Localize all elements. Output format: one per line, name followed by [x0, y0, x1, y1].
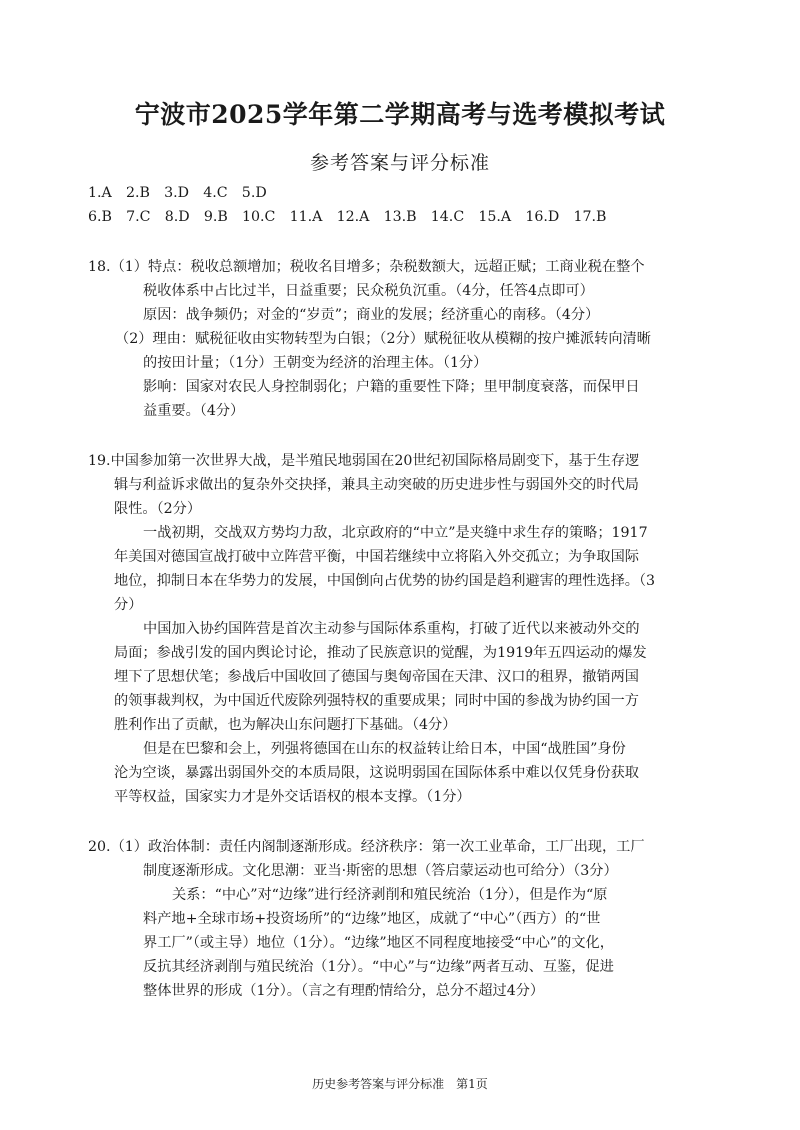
q19-line: 平等权益，国家实力才是外交话语权的根本支撑。（1分）	[114, 789, 471, 805]
q19-line: 中国加入协约国阵营是首次主动参与国际体系重构，打破了近代以来被动外交的	[143, 621, 640, 637]
q20-line: 制度逐渐形成。文化思潮：亚当·斯密的思想（答启蒙运动也可给分）（3分）	[143, 863, 618, 879]
q19-line: 埋下了思想伏笔；参战后中国收回了德国与奥匈帝国在天津、汉口的租界，撤销两国	[114, 669, 639, 685]
q20-line: 关系：“中心”对“边缘”进行经济剥削和殖民统治（1分），但是作为“原	[172, 887, 608, 903]
q18-line: 原因：战争频仍；对金的“岁贡”；商业的发展；经济重心的南移。（4分）	[143, 307, 600, 323]
q19-line: 局面；参战引发的国内舆论讨论，推动了民族意识的觉醒，为1919年五四运动的爆发	[114, 645, 647, 661]
q18-line: （2）理由：赋税征收由实物转型为白银；（2分）赋税征收从模糊的按户摊派转向清晰	[115, 331, 651, 347]
q19-line: 年美国对德国宣战打破中立阵营平衡，中国若继续中立将陷入外交孤立；为争取国际	[114, 549, 639, 565]
q19-line: 地位，抑制日本在华势力的发展，中国倒向占优势的协约国是趋利避害的理性选择。（3	[114, 573, 656, 589]
q19-line: 胜利作出了贡献，也为解决山东问题打下基础。（4分）	[114, 717, 457, 733]
q19-line: 19.中国参加第一次世界大战，是半殖民地弱国在20世纪初国际格局剧变下，基于生存逻	[88, 453, 640, 469]
q19-line: 的领事裁判权，为中国近代废除列强特权的重要成果；同时中国的参战为协约国一方	[114, 693, 639, 709]
q19-line: 分）	[114, 597, 143, 613]
q18-line: 益重要。（4分）	[143, 403, 245, 419]
q18-line: 的按田计量；（1分）王朝变为经济的治理主体。（1分）	[143, 355, 488, 371]
q18-line: 影响：国家对农民人身控制弱化；户籍的重要性下降；里甲制度衰落，而保甲日	[143, 379, 640, 395]
choice-answers-line-2: 6.B 7.C 8.D 9.B 10.C 11.A 12.A 13.B 14.C 15.A 16.D 17.B	[88, 209, 607, 225]
q20-line: 整体世界的形成（1分）。（言之有理酌情给分，总分不超过4分）	[143, 983, 545, 999]
q19-line: 辑与利益诉求做出的复杂外交抉择，兼具主动突破的历史进步性与弱国外交的时代局	[114, 477, 639, 493]
q19-line: 沦为空谈，暴露出弱国外交的本质局限，这说明弱国在国际体系中难以仅凭身份获取	[114, 765, 639, 781]
page-subtitle: 参考答案与评分标准	[309, 152, 490, 174]
q19-line: 但是在巴黎和会上，列强将德国在山东的权益转让给日本，中国“战胜国”身份	[143, 741, 626, 757]
q20-line: 界工厂”（或主导）地位（1分）。“边缘”地区不同程度地接受“中心”的文化，	[143, 935, 614, 951]
choice-answers-line-1: 1.A 2.B 3.D 4.C 5.D	[88, 185, 267, 201]
q20-line: 20.（1）政治体制：责任内阁制逐渐形成。经济秩序：第一次工业革命，工厂出现，工厂	[88, 839, 645, 855]
page-footer: 历史参考答案与评分标准 第1页	[312, 1077, 488, 1091]
q19-line: 限性。（2分）	[114, 501, 202, 517]
q18-line: 税收体系中占比过半，日益重要；民众税负沉重。（4分，任答4点即可）	[143, 283, 594, 299]
q20-line: 反抗其经济剥削与殖民统治（1分）。“中心”与“边缘”两者互动、互鉴，促进	[143, 959, 614, 975]
page-title: 宁波市2025学年第二学期高考与选考模拟考试	[134, 100, 666, 129]
q18-line: 18.（1）特点：税收总额增加；税收名目增多；杂税数额大，远超正赋；工商业税在整个	[88, 259, 645, 275]
q20-line: 料产地+全球市场+投资场所”的“边缘”地区，成就了“中心”（西方）的“世	[143, 911, 601, 927]
q19-line: 一战初期，交战双方势均力敌，北京政府的“中立”是夹缝中求生存的策略；1917	[143, 525, 648, 541]
